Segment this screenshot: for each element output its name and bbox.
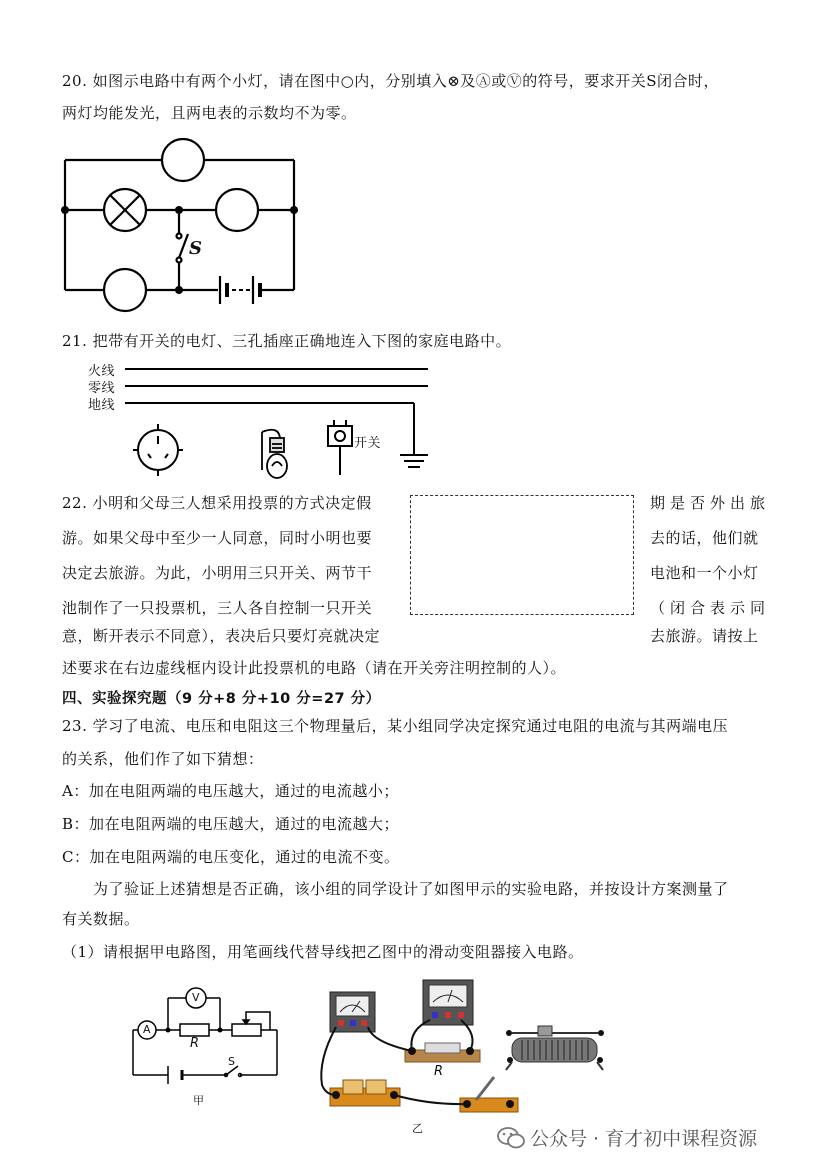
resistor-label-jia: R: [190, 1036, 200, 1051]
figure-jia-caption: 甲: [193, 1094, 205, 1107]
battery-holder-icon: [330, 1080, 400, 1106]
resistor-device-icon: [405, 1043, 480, 1062]
q22-line4-left: 池制作了一只投票机，三人各自控制一只开关: [62, 599, 373, 617]
switch-label: 开关: [354, 436, 382, 451]
wire-live-label: 火线: [88, 364, 116, 379]
q20-line1: 20. 如图示电路中有两个小灯，请在图中○内，分别填入⊗及Ⓐ或Ⓥ的符号，要求开关S闭合时，: [62, 72, 720, 90]
q23-guess-a: A：加在电阻两端的电压越大，通过的电流越小；: [62, 782, 399, 800]
q22-line1-left: 22. 小明和父母三人想采用投票的方式决定假: [62, 494, 372, 512]
voltmeter-label: V: [192, 991, 201, 1004]
q23-sub1: （1）请根据甲电路图，用笔画线代替导线把乙图中的滑动变阻器接入电路。: [62, 943, 584, 961]
q22-line5-left: 意，断开表示不同意），表决后只要灯亮就决定: [62, 627, 381, 645]
q22-line5-right: 去旅游。请按上: [650, 627, 759, 645]
figure-yi-caption: 乙: [412, 1122, 424, 1135]
q23-guess-c: C：加在电阻两端的电压变化，通过的电流不变。: [62, 848, 400, 866]
watermark-text: 公众号 · 育才初中课程资源: [530, 1128, 758, 1150]
switch-label-jia: S: [228, 1055, 236, 1068]
q22-line2-right: 去的话，他们就: [650, 529, 759, 547]
wire-neutral-label: 零线: [88, 381, 116, 396]
voltmeter-device-icon: [423, 980, 473, 1025]
ammeter-device-icon: [330, 992, 375, 1032]
knife-switch-icon: [460, 1077, 518, 1112]
q20-switch-label: S: [189, 238, 203, 259]
q20-line2: 两灯均能发光，且两电表的示数均不为零。: [62, 104, 357, 122]
wire-ground-label: 地线: [88, 398, 116, 413]
q22-line2-left: 游。如果父母中至少一人同意，同时小明也要: [62, 529, 373, 547]
q21-line1: 21. 把带有开关的电灯、三孔插座正确地连入下图的家庭电路中。: [62, 332, 512, 350]
q23-para2: 有关数据。: [62, 910, 140, 928]
ammeter-label: A: [143, 1023, 152, 1036]
q22-line3-right: 电池和一个小灯: [650, 564, 759, 582]
sliding-rheostat-icon: [506, 1026, 604, 1070]
q23-guess-b: B：加在电阻两端的电压越大，通过的电流越大；: [62, 815, 400, 833]
resistor-label-yi: R: [434, 1064, 444, 1079]
q23-line1: 23. 学习了电流、电压和电阻这三个物理量后，某小组同学决定探究通过电阻的电流与其两端电压: [62, 717, 729, 735]
section4-title: 四、实验探究题（9 分+8 分+10 分=27 分）: [62, 691, 381, 707]
q23-para1: 为了验证上述猜想是否正确，该小组的同学设计了如图甲示的实验电路，并按设计方案测量了: [93, 880, 729, 898]
q22-line1-right: 期是否外出旅: [650, 494, 771, 512]
wechat-icon: [497, 1126, 527, 1150]
q22-line4-right: （闭合表示同: [650, 599, 771, 617]
q22-line6: 述要求在右边虚线框内设计此投票机的电路（请在开关旁注明控制的人）。: [62, 659, 567, 677]
q23-line2: 的关系，他们作了如下猜想：: [62, 750, 264, 768]
q22-line3-left: 决定去旅游。为此，小明用三只开关、两节干: [62, 564, 373, 582]
